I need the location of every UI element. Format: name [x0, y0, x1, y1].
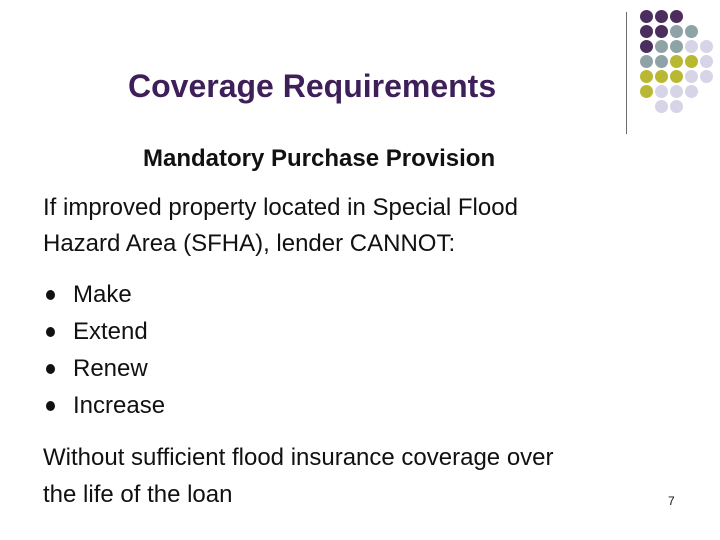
bullet-text: Extend	[73, 318, 148, 345]
bullet-list	[44, 276, 165, 424]
decorative-dot	[640, 70, 653, 83]
bullet-icon	[46, 364, 55, 374]
decorative-dot	[670, 25, 683, 38]
decorative-dot	[685, 70, 698, 83]
decorative-dot	[670, 100, 683, 113]
decorative-dot	[700, 40, 713, 53]
intro-line: Hazard Area (SFHA), lender CANNOT:	[43, 230, 456, 257]
bullet-item	[44, 276, 165, 313]
closing-line: the life of the loan	[43, 481, 233, 508]
bullet-icon	[46, 401, 55, 411]
decorative-dot	[685, 40, 698, 53]
page-number: 7	[668, 494, 675, 508]
decorative-dot	[655, 100, 668, 113]
decorative-dot	[655, 85, 668, 98]
decorative-divider	[626, 12, 627, 134]
closing-paragraph	[43, 439, 663, 513]
bullet-text: Renew	[73, 355, 148, 382]
decorative-dot	[640, 10, 653, 23]
bullet-text: Make	[73, 281, 132, 308]
decorative-dot	[685, 55, 698, 68]
decorative-dot	[655, 10, 668, 23]
decorative-dot	[670, 55, 683, 68]
decorative-dot	[670, 70, 683, 83]
decorative-dot	[700, 55, 713, 68]
decorative-dot	[640, 40, 653, 53]
bullet-item	[44, 387, 165, 424]
intro-paragraph	[43, 190, 643, 262]
decorative-dot-grid	[640, 10, 720, 125]
decorative-dot	[640, 85, 653, 98]
decorative-dot	[655, 40, 668, 53]
decorative-dot	[640, 25, 653, 38]
decorative-dot	[640, 55, 653, 68]
decorative-dot	[655, 70, 668, 83]
decorative-dot	[670, 10, 683, 23]
decorative-dot	[700, 70, 713, 83]
slide-subtitle: Mandatory Purchase Provision	[143, 145, 496, 172]
decorative-dot	[655, 55, 668, 68]
decorative-dot	[685, 85, 698, 98]
decorative-dot	[655, 25, 668, 38]
bullet-item	[44, 313, 165, 350]
bullet-icon	[46, 290, 55, 300]
bullet-item	[44, 350, 165, 387]
slide-title: Coverage Requirements	[128, 68, 497, 104]
intro-line: If improved property located in Special Flood	[43, 194, 518, 221]
decorative-dot	[670, 85, 683, 98]
decorative-dot	[670, 40, 683, 53]
decorative-dot	[685, 25, 698, 38]
bullet-text: Increase	[73, 392, 166, 419]
closing-line: Without sufficient flood insurance coverage over	[43, 444, 554, 471]
bullet-icon	[46, 327, 55, 337]
